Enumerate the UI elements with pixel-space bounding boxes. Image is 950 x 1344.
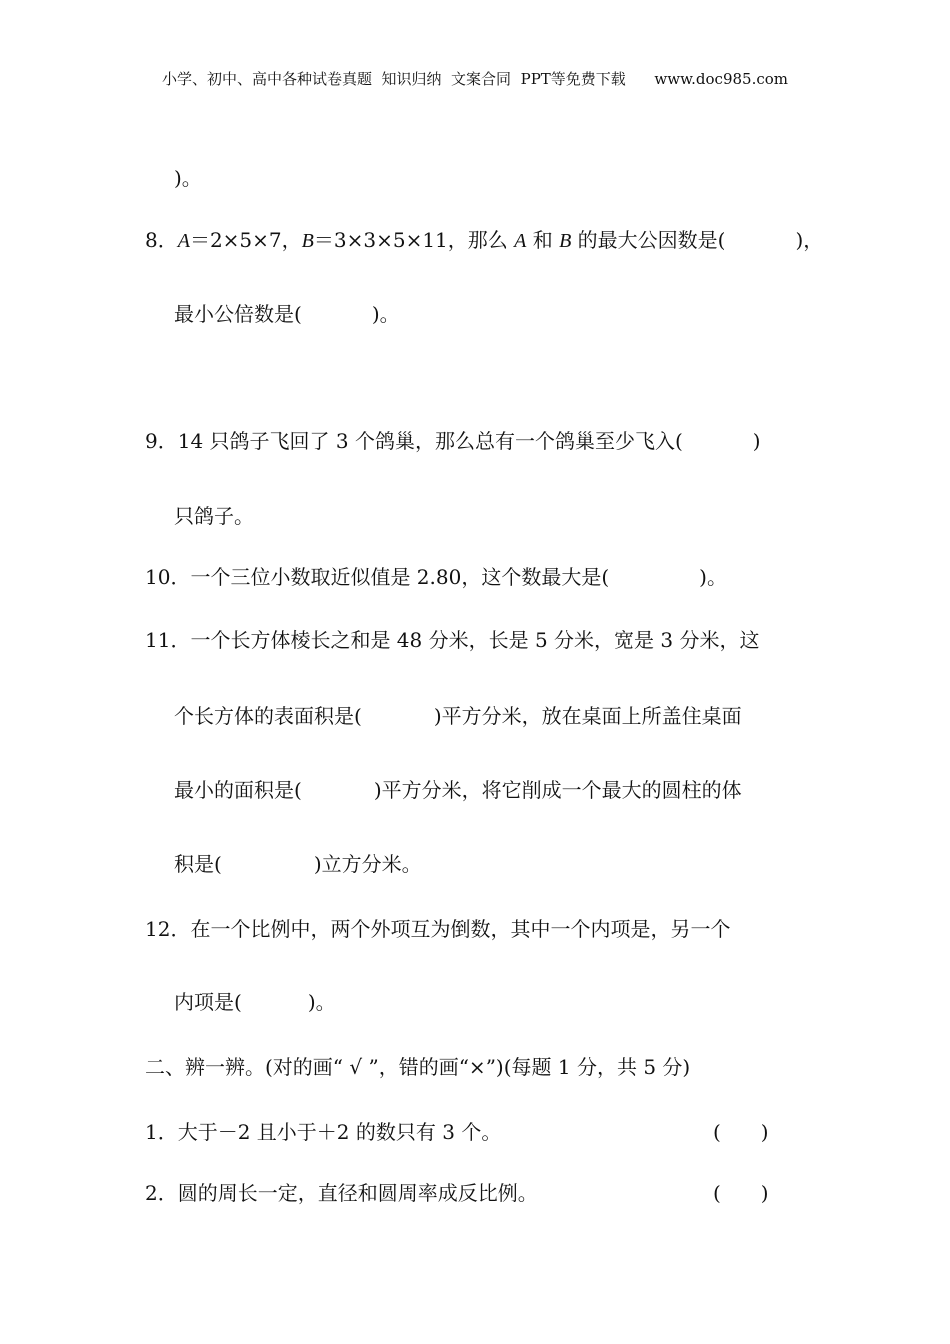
question-12-line-2 [174, 988, 336, 1016]
question-10-text: 一个三位小数取近似值是 2.80，这个数最大是( [190, 565, 610, 589]
gcd-close: )， [795, 228, 824, 252]
carry-over-text: )。 [174, 166, 202, 190]
surface-area-prompt: 个长方体的表面积是( [174, 704, 362, 728]
header-text: 小学、初中、高中各种试卷真题 知识归纳 文案合同 PPT等免费下载 [161, 70, 626, 88]
tf-item-1-answer-bracket[interactable]: ( ) [713, 1120, 769, 1144]
question-11-line-2 [174, 702, 742, 730]
question-9-number: 9． [145, 429, 178, 453]
gcd-prompt: 的最大公因数是( [571, 228, 726, 252]
tf-item-2-answer-bracket[interactable]: ( ) [713, 1181, 769, 1205]
volume-unit: )立方分米。 [313, 852, 422, 876]
question-12-text: 在一个比例中，两个外项互为倒数，其中一个内项是，另一个 [190, 917, 731, 941]
expr-b: ＝3×3×5×11，那么 [313, 228, 515, 252]
question-10 [145, 563, 727, 591]
min-area-prompt: 最小的面积是( [174, 778, 302, 802]
question-12-number: 12． [145, 917, 191, 941]
header-site: www.doc985.com [654, 70, 788, 88]
question-9-close: ) [752, 429, 761, 453]
min-area-unit: )平方分米，将它削成一个最大的圆柱的体 [373, 778, 742, 802]
conj-text: 和 [526, 228, 560, 252]
question-8-line-2 [174, 300, 400, 328]
question-9-line-1 [145, 427, 761, 455]
expr-a: ＝2×5×7， [189, 228, 302, 252]
question-9-text: 14 只鸽子飞回了 3 个鸽巢，那么总有一个鸽巢至少飞入( [177, 429, 683, 453]
lcm-prompt: 最小公倍数是( [174, 302, 302, 326]
tf-item-1-text: 1．大于－2 且小于＋2 的数只有 3 个。 [145, 1120, 502, 1144]
question-11-line-4 [174, 850, 422, 878]
var-a: A [177, 230, 190, 252]
surface-area-unit: )平方分米，放在桌面上所盖住桌面 [433, 704, 742, 728]
tf-item-2-text: 2．圆的周长一定，直径和圆周率成反比例。 [145, 1181, 538, 1205]
var-b-ref: B [559, 230, 572, 252]
inner-term-prompt: 内项是( [174, 990, 242, 1014]
question-12-close: )。 [307, 990, 336, 1014]
section-2-title: 二、辨一辨。(对的画“ √ ”，错的画“×”)(每题 1 分，共 5 分) [145, 1055, 691, 1079]
question-11-number: 11． [145, 628, 191, 652]
question-11-line-1 [145, 626, 760, 654]
page-header [0, 68, 950, 89]
question-10-number: 10． [145, 565, 191, 589]
question-12-line-1 [145, 915, 730, 943]
question-8-line-1 [145, 226, 823, 255]
question-8-number: 8． [145, 228, 178, 252]
question-9-line-2: 只鸽子。 [174, 504, 254, 528]
question-10-close: )。 [699, 565, 727, 589]
var-a-ref: A [514, 230, 527, 252]
question-11-text: 一个长方体棱长之和是 48 分米，长是 5 分米，宽是 3 分米，这 [190, 628, 760, 652]
question-11-line-3 [174, 776, 742, 804]
lcm-close: )。 [371, 302, 400, 326]
var-b: B [301, 230, 314, 252]
volume-prompt: 积是( [174, 852, 222, 876]
